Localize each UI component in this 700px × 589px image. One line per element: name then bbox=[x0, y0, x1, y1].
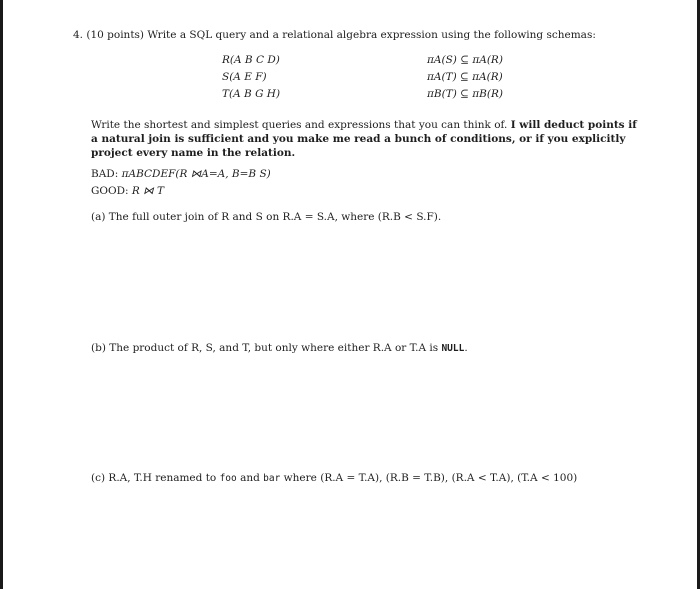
part-c-foo: foo bbox=[219, 473, 237, 484]
part-c bbox=[91, 472, 577, 485]
part-c-and: and bbox=[236, 472, 264, 484]
schema-r: R(A B C D) bbox=[222, 54, 280, 66]
part-c-bar: bar bbox=[263, 473, 281, 484]
part-b-text: (b) The product of R, S, and T, but only where either R.A or T.A is bbox=[91, 342, 442, 354]
constraint-1: πA(S) ⊆ πA(R) bbox=[427, 54, 503, 66]
instructions-text: Write the shortest and simplest queries and expressions that you can think of. bbox=[91, 119, 511, 131]
constraint-2: πA(T) ⊆ πA(R) bbox=[427, 71, 503, 83]
good-label: GOOD: bbox=[91, 185, 129, 197]
left-page-border bbox=[0, 0, 3, 589]
bad-label: BAD: bbox=[91, 168, 119, 180]
schema-t: T(A B G H) bbox=[222, 88, 281, 100]
problem-header: 4. (10 points) Write a SQL query and a relational algebra expression using the following schemas: bbox=[73, 29, 596, 41]
part-c-text: (c) R.A, T.H renamed to bbox=[91, 472, 220, 484]
bad-expression: πABCDEF(R ⋈A=A, B=B S) bbox=[121, 168, 271, 180]
part-b-end: . bbox=[464, 342, 468, 354]
bad-example bbox=[91, 168, 271, 181]
part-b-null: NULL bbox=[441, 343, 465, 354]
part-b bbox=[91, 342, 468, 355]
schema-s: S(A E F) bbox=[222, 71, 267, 83]
instructions-paragraph bbox=[91, 118, 639, 160]
good-example bbox=[91, 185, 164, 198]
good-expression: R ⋈ T bbox=[131, 185, 164, 197]
part-a: (a) The full outer join of R and S on R.A = S.A, where (R.B < S.F). bbox=[91, 211, 442, 223]
constraint-3: πB(T) ⊆ πB(R) bbox=[427, 88, 504, 100]
part-c-conditions: where (R.A = T.A), (R.B = T.B), (R.A < T.A), (T.A < 100) bbox=[280, 472, 578, 484]
instructions-warning: I will deduct points if a natural join is sufficient and you make me read a bunch of conditions, or if you explicitly project every name in the relation. bbox=[91, 119, 637, 159]
